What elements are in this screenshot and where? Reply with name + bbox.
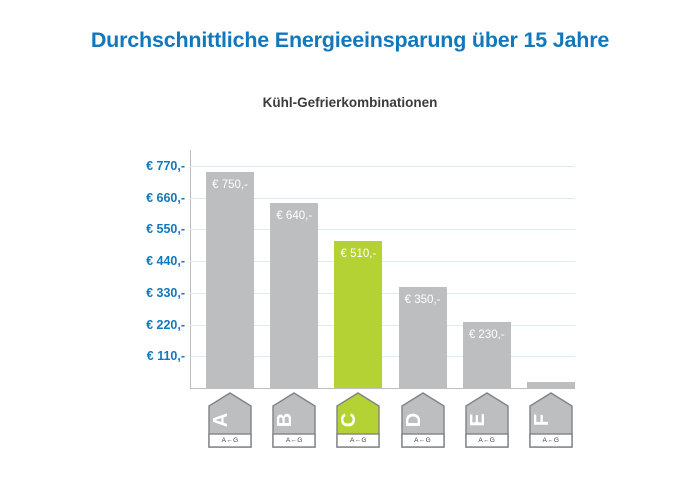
bar-value-label: € 230,- xyxy=(468,328,505,341)
y-axis-tick-label: € 440,- xyxy=(146,254,185,269)
y-axis-tick-label: € 660,- xyxy=(146,190,185,205)
energy-scale-text: A←G xyxy=(285,437,303,444)
energy-class-letter: A xyxy=(210,412,233,428)
energy-tag-shape xyxy=(401,392,445,448)
energy-tag-shape xyxy=(529,392,573,448)
y-axis-tick-label: € 330,- xyxy=(146,285,185,300)
y-axis-tick-label: € 110,- xyxy=(146,349,185,364)
energy-label-b xyxy=(272,392,316,448)
energy-label-e xyxy=(465,392,509,448)
bar-e xyxy=(463,322,511,388)
page-title: Durchschnittliche Energieeinsparung über 15 Jahre xyxy=(90,28,610,52)
bar-a xyxy=(206,172,254,388)
energy-class-letter: F xyxy=(530,413,553,427)
bar-value-label: € 350,- xyxy=(404,294,441,307)
y-axis-line xyxy=(190,150,191,389)
bar-d xyxy=(399,287,447,388)
y-axis-tick-label: € 550,- xyxy=(146,222,185,237)
energy-label-f xyxy=(529,392,573,448)
chart-subtitle: Kühl-Gefrierkombinationen xyxy=(262,95,438,110)
bar-value-label: € 510,- xyxy=(340,247,377,260)
energy-label-row xyxy=(190,392,575,452)
energy-tag-shape xyxy=(465,392,509,448)
gridline xyxy=(190,166,575,167)
bar-value-label: € 750,- xyxy=(212,178,248,191)
energy-tag-shape xyxy=(272,392,316,448)
bar-b xyxy=(270,203,318,388)
energy-class-letter: C xyxy=(338,412,361,428)
y-axis-tick-label: € 770,- xyxy=(146,158,185,173)
bar-c xyxy=(334,241,382,388)
plot-area xyxy=(190,150,575,388)
energy-scale-text: A←G xyxy=(414,437,431,444)
energy-class-letter: B xyxy=(274,412,297,428)
energy-label-c xyxy=(336,392,380,448)
y-axis-tick-labels xyxy=(0,150,185,388)
energy-label-a xyxy=(208,392,252,448)
energy-label-d xyxy=(401,392,445,448)
energy-class-letter: D xyxy=(402,412,425,428)
bar-value-label: € 640,- xyxy=(276,210,313,223)
energy-scale-text: A←G xyxy=(350,437,367,444)
x-axis-line xyxy=(190,388,575,389)
energy-scale-text: A←G xyxy=(542,437,560,444)
energy-tag-shape xyxy=(208,392,252,448)
energy-class-letter: E xyxy=(466,413,489,427)
y-axis-tick-label: € 220,- xyxy=(146,317,185,332)
bar-f xyxy=(527,382,575,388)
energy-scale-text: A←G xyxy=(221,437,239,444)
energy-scale-text: A←G xyxy=(478,437,496,444)
energy-tag-shape xyxy=(336,392,380,448)
